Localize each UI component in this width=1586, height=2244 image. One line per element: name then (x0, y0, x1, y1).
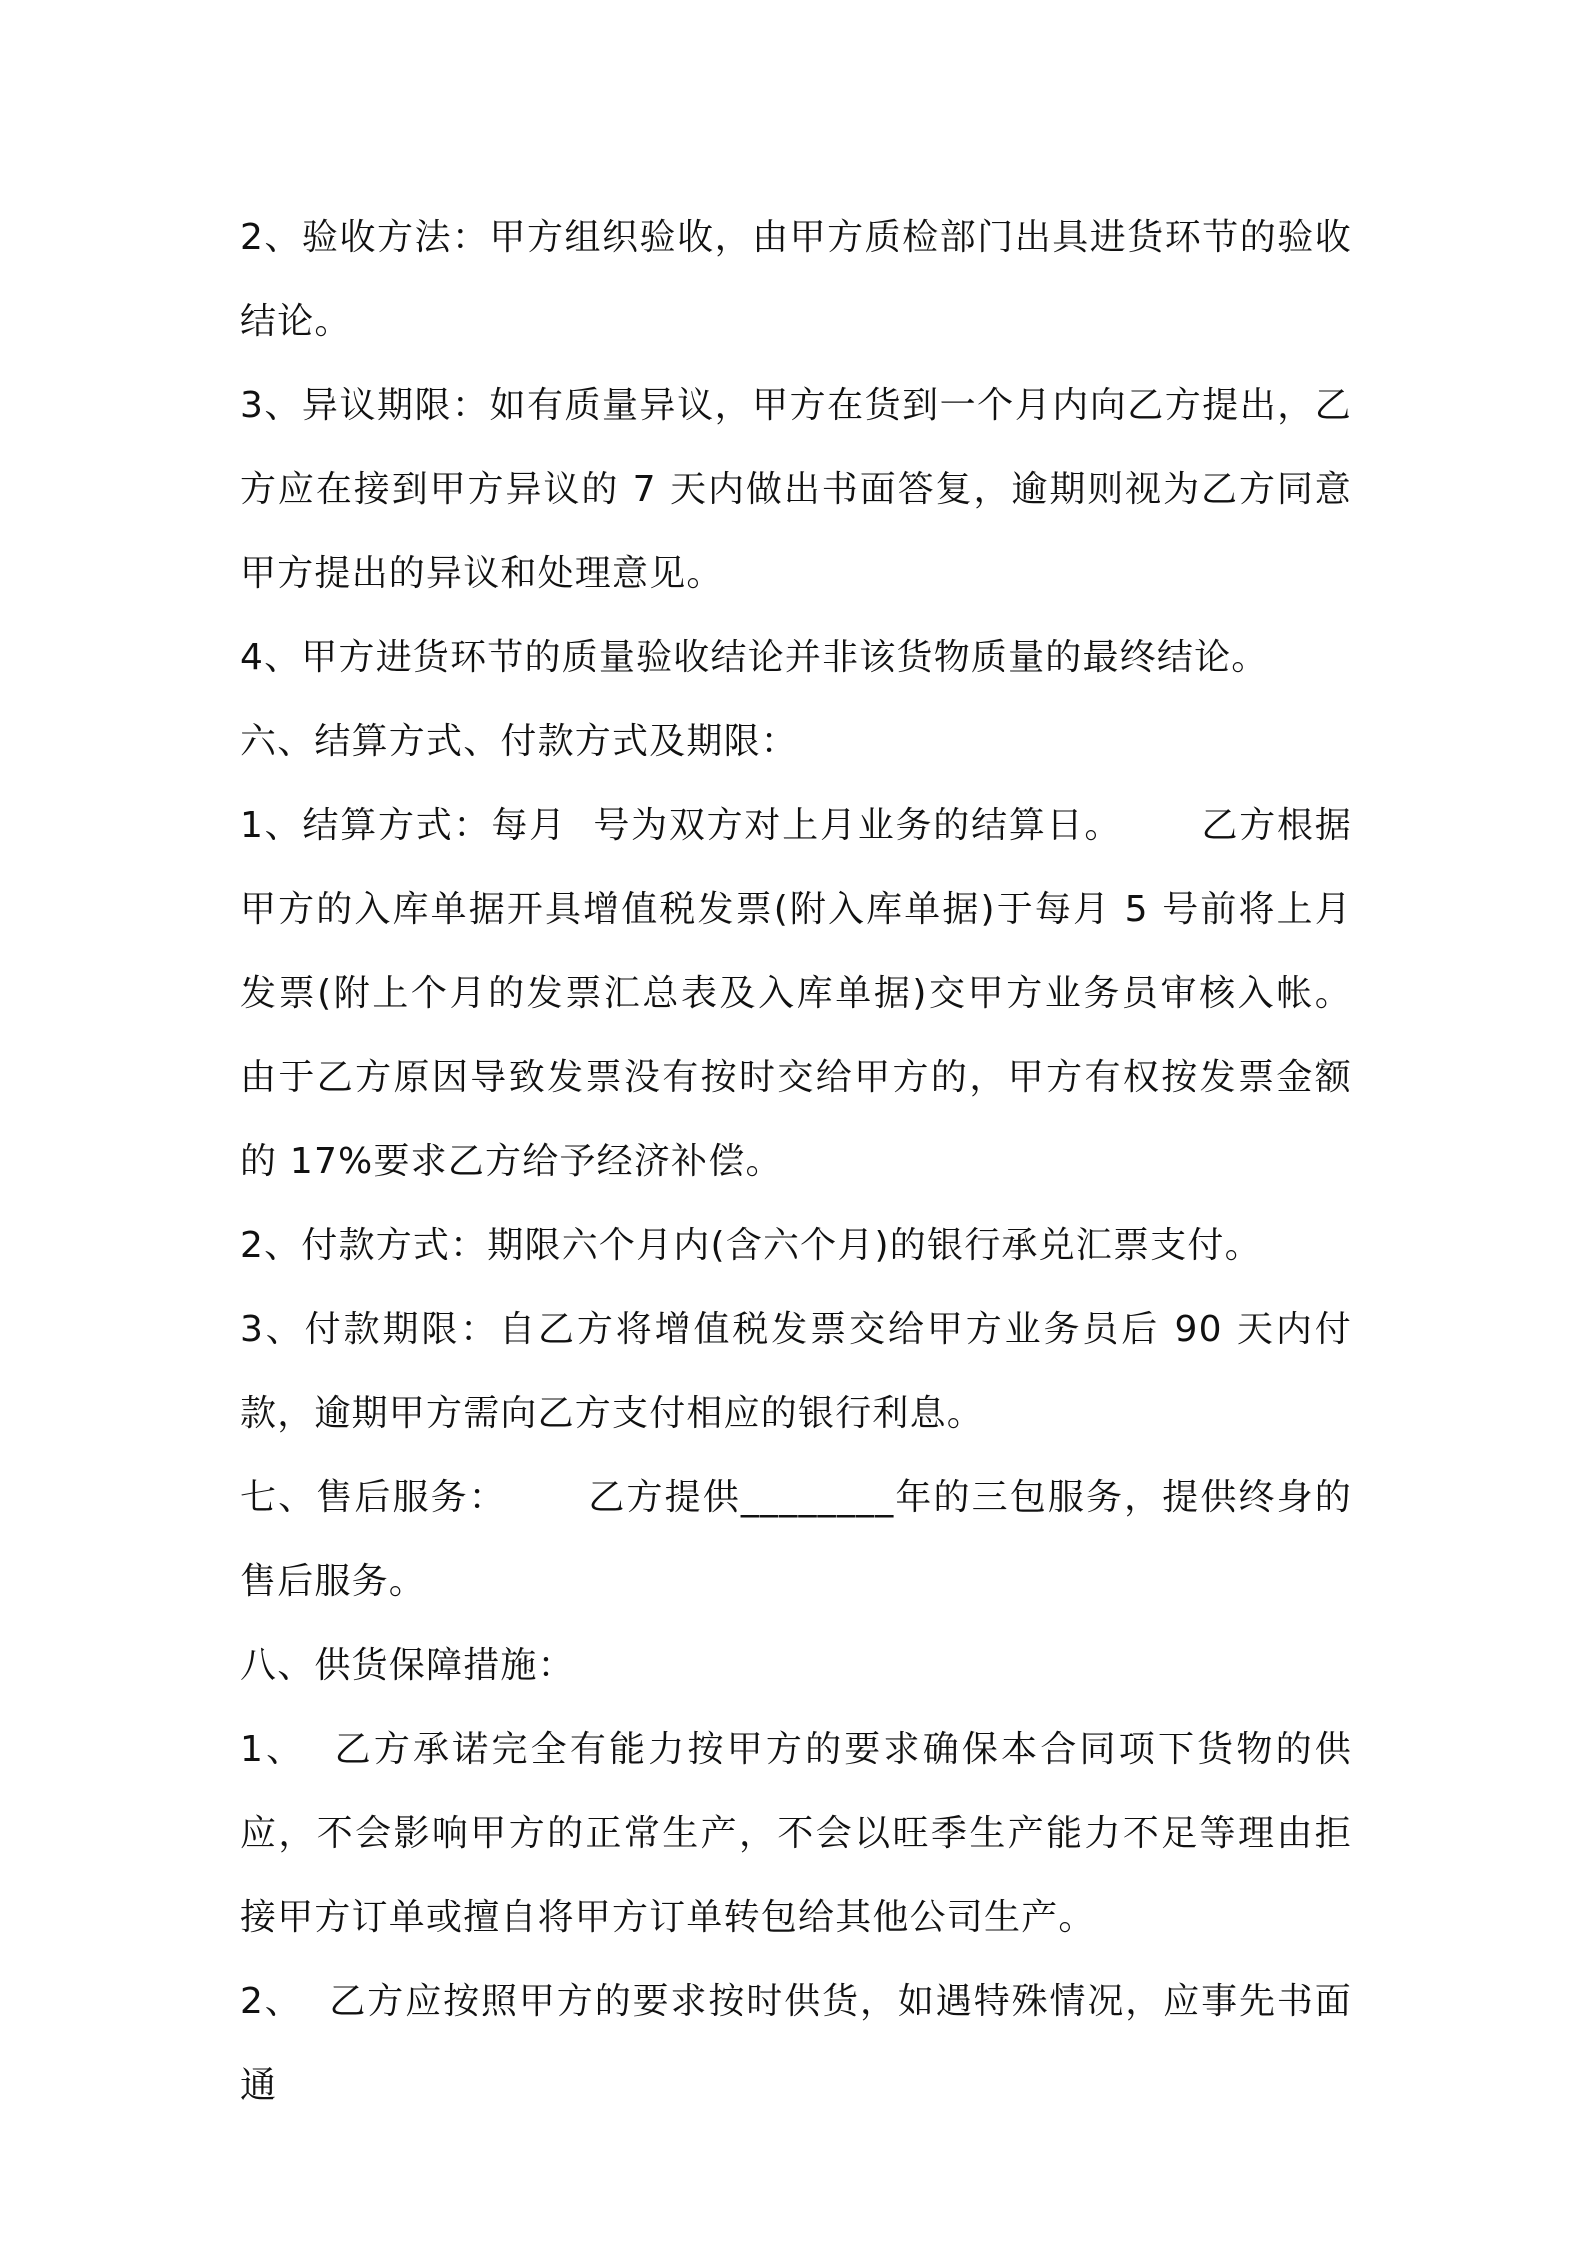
section-heading-settlement: 六、结算方式、付款方式及期限： (240, 721, 799, 762)
clause-payment-period: 3、付款期限：自乙方将增值税发票交给甲方业务员后 90 天内付款，逾期甲方需向乙方支付相应的银行利息。 (240, 1309, 1352, 1434)
clause-settlement-method: 1、结算方式：每月 号为双方对上月业务的结算日。 乙方根据甲方的入库单据开具增值税发票(附入库单据)于每月 5 号前将上月发票(附上个月的发票汇总表及入库单据)交甲方业务员审核入帐。 由于乙方原因导致发票没有按时交给甲方的，甲方有权按发票金额的 17%要求乙方给予经济补偿。 (240, 805, 1428, 1182)
clause-payment-method: 2、付款方式：期限六个月内(含六个月)的银行承兑汇票支付。 (240, 1225, 1262, 1266)
clause-supply-commitment: 1、 乙方承诺完全有能力按甲方的要求确保本合同项下货物的供应，不会影响甲方的正常生产，不会以旺季生产能力不足等理由拒接甲方订单或擅自将甲方订单转包给其他公司生产。 (240, 1729, 1352, 1938)
clause-on-time-supply: 2、 乙方应按照甲方的要求按时供货，如遇特殊情况，应事先书面通 (240, 1981, 1352, 2106)
clause-acceptance-method: 2、验收方法：甲方组织验收，由甲方质检部门出具进货环节的验收结论。 (240, 217, 1352, 342)
section-heading-supply-guarantee: 八、供货保障措施： (240, 1645, 575, 1686)
clause-objection-period: 3、异议期限：如有质量异议，甲方在货到一个月内向乙方提出，乙方应在接到甲方异议的 7 天内做出书面答复，逾期则视为乙方同意甲方提出的异议和处理意见。 (240, 385, 1352, 594)
clause-acceptance-conclusion: 4、甲方进货环节的质量验收结论并非该货物质量的最终结论。 (240, 637, 1269, 678)
document-body (240, 196, 1428, 2128)
section-after-sales-service: 七、售后服务： 乙方提供________年的三包服务，提供终身的售后服务。 (240, 1477, 1352, 1602)
